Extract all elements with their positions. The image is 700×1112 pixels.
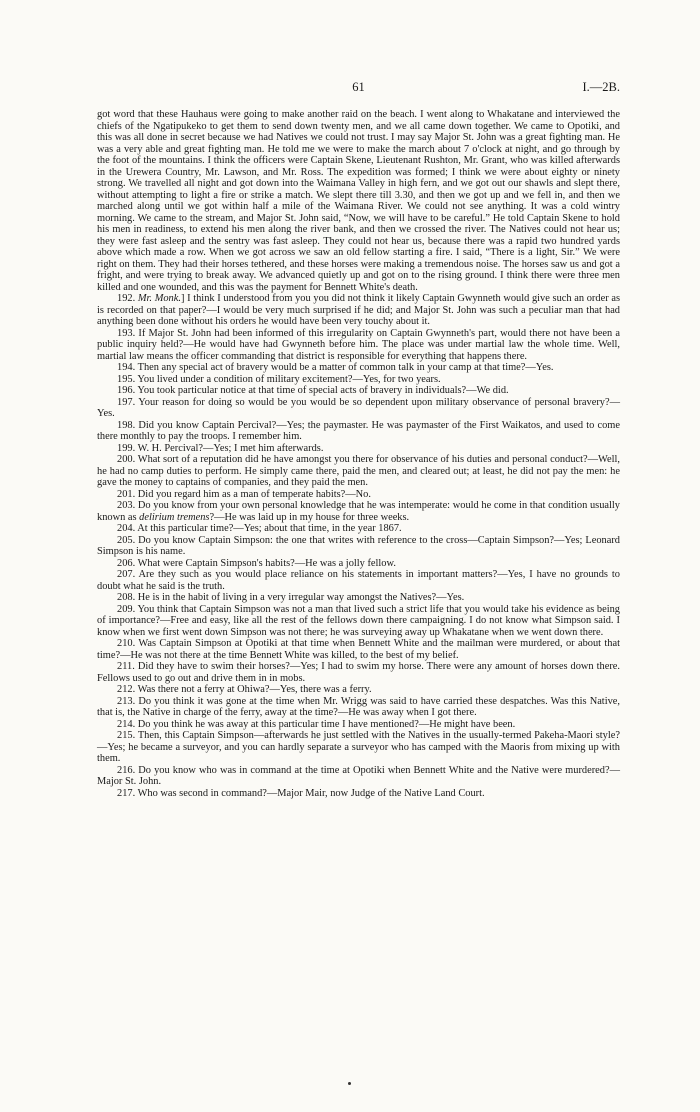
question-paragraph: [97, 719, 620, 731]
paragraph-text: You think that Captain Simpson was not a man that lived such a strict life that you would take his evidence as being of importance?—Free and easy, like all the rest of the fellows down there campaigning. I do not know what Simpson said. I know when we first went down Simpson was not there; he was surveying away up Whakatane when we went down there.: [97, 603, 620, 638]
question-paragraph: [97, 558, 620, 570]
page-mark: [348, 1082, 351, 1085]
paragraph-text: What were Captain Simpson's habits?—He was a jolly fellow.: [137, 557, 396, 569]
question-paragraph: [97, 500, 620, 523]
question-number: 212.: [117, 684, 136, 695]
body-text: [97, 109, 620, 799]
paragraph-text: You took particular notice at that time of special acts of bravery in individuals?—We did.: [137, 385, 509, 396]
paragraph-text: At this particular time?—Yes; about that time, in the year 1867.: [137, 523, 402, 534]
question-number: 204.: [117, 523, 136, 534]
italic-term: delirium tremens: [139, 511, 210, 523]
paragraph-text: Did you know Captain Percival?—Yes; the paymaster. He was paymaster of the First Waikatos, and used to come there monthly to pay the troops. I remember him.: [97, 419, 620, 442]
question-number: 201.: [117, 488, 136, 500]
question-number: 207.: [117, 569, 136, 580]
question-number: 206.: [117, 557, 136, 569]
question-paragraph: [97, 443, 620, 455]
document-reference: I.—2B.: [582, 80, 620, 94]
question-paragraph: [97, 788, 620, 800]
page-number: 61: [352, 80, 365, 94]
question-paragraph: [97, 535, 620, 558]
question-number: 198.: [117, 419, 136, 431]
paragraph-text: He is in the habit of living in a very irregular way amongst the Natives?—Yes.: [137, 592, 465, 603]
paragraph-text: Then any special act of bravery would be a matter of common talk in your camp at that time?—Yes.: [137, 362, 554, 373]
paragraph-text: Your reason for doing so would be you would be so dependent upon military observance of personal bravery?—Yes.: [97, 396, 620, 419]
paragraph-text: ] I think I understood from you you did not think it likely Captain Gwynneth would give such an order as is recorded on that paper?—I would be very much surprised if he did; and Major St. John was such a peculiar man that had anything been done without his orders he would have been very touchy about it.: [97, 293, 620, 327]
question-paragraph: [97, 328, 620, 363]
paragraph-text: Do you know from your own personal knowledge that he was intemperate: would he come in that condition usually known as: [97, 500, 621, 523]
question-number: 196.: [117, 385, 136, 396]
paragraph-text: If Major St. John had been informed of this irregularity on Captain Gwynneth's part, would there not have been a public inquiry held?—He would have had Gwynneth before him. The place was under martial law the whole time. Well, martial law means the officer commanding that district is responsible for everything that happens there.: [97, 327, 620, 362]
question-number: 216.: [117, 764, 136, 776]
page-header: [97, 80, 620, 94]
paragraph-text: Do you think he was away at this particular time I have mentioned?—He might have been.: [137, 718, 516, 730]
question-number: 217.: [117, 787, 136, 799]
question-number: 210.: [117, 638, 136, 649]
question-number: 195.: [117, 373, 136, 385]
question-number: 215.: [117, 730, 136, 741]
question-number: 214.: [117, 718, 136, 730]
paragraph-text: Did you regard him as a man of temperate habits?—No.: [137, 488, 371, 500]
question-paragraph: [97, 684, 620, 696]
question-number: 199.: [117, 442, 136, 454]
question-number: 192.: [117, 293, 136, 304]
question-number: 194.: [117, 362, 136, 373]
paragraph-text: got word that these Hauhaus were going to make another raid on the beach. I went along to Whakatane and interviewed the chiefs of the Ngatipukeko to get them to send down twenty men, and we all came down together. We came to Opotiki, and this was all done in secret because we had Natives we could not trust. I may say Major St. John was a great fighting man. He was a very able and great fighting man. He told me we were to make the march about 7 o'clock at night, and go through by the foot of the mountains. I think the officers were Captain Skene, Lieutenant Rushton, Mr. Grant, who was killed afterwards in the Urewera Country, Mr. Lawson, and Mr. Ross. The expedition was formed; I think we were about eighty or ninety strong. We travelled all night and got down into the Waimana Valley in high fern, and we got out our shawls and slept there, without attempting to light a fire or strike a match. We slept there till 3.30, and then we got up and we fell in, and then we marched along until we got within half a mile of the Waimana River. We could not see anything. It was a cold wintry morning. We came to the stream, and Major St. John said, “Now, we will have to be careful.” He told Captain Skene to hold his men in readiness, to extend his men along the river bank, and then we crossed the river. The Natives could not hear us; they were fast asleep and the sentry was fast asleep. They could not hear us, because there was a rapid two hundred yards above which made a row. When we got across we saw an old fellow starting a fire. I said, “There is a light, Sir.” We were right on them. They had their horses tethered, and these horses were making a tremendous noise. The horses saw us and got a fright, and were trying to break away. We advanced quietly up and got on to the rising ground. I think there were three men killed and one wounded, and this was the payment for Bennett White's death.: [97, 109, 620, 293]
paragraph-text: Do you know who was in command at the time at Opotiki when Bennett White and the Native were murdered?—Major St. John.: [97, 764, 620, 787]
paragraph-text: Then, this Captain Simpson—afterwards he just settled with the Natives in the usually-termed Pakeha-Maori style?—Yes; he became a surveyor, and you can hardly separate a surveyor who has camped with the Maoris from mixing up with them.: [97, 730, 620, 764]
question-number: 205.: [117, 534, 136, 546]
paragraph-text-continued: ?—He was laid up in my house for three weeks.: [209, 511, 410, 523]
question-number: 197.: [117, 396, 136, 408]
question-paragraph: [97, 293, 620, 328]
question-number: 211.: [117, 661, 135, 672]
question-paragraph: [97, 362, 620, 374]
paragraph-text: Who was second in command?—Major Mair, now Judge of the Native Land Court.: [137, 787, 485, 799]
question-number: 209.: [117, 603, 136, 615]
question-paragraph: [97, 397, 620, 420]
question-paragraph: [97, 592, 620, 604]
paragraph-text: Did they have to swim their horses?—Yes; I had to swim my horse. There were any amount of horses down there. Fellows used to go out and drive them in in mobs.: [97, 661, 620, 684]
question-number: 203.: [117, 500, 136, 511]
question-paragraph: [97, 730, 620, 765]
speaker-name: Mr. Monk.: [137, 293, 181, 304]
paragraph-text: Do you know Captain Simpson: the one that writes with reference to the cross—Captain Simpson?—Yes; Leonard Simpson is his name.: [97, 534, 620, 557]
question-number: 208.: [117, 592, 136, 603]
question-paragraph: [97, 385, 620, 397]
question-paragraph: [97, 661, 620, 684]
question-number: 213.: [117, 695, 136, 707]
paragraph-text: Was there not a ferry at Ohiwa?—Yes, there was a ferry.: [137, 684, 372, 695]
question-paragraph: [97, 374, 620, 386]
question-paragraph: [97, 489, 620, 501]
paragraph: [97, 109, 620, 293]
question-paragraph: [97, 765, 620, 788]
question-paragraph: [97, 638, 620, 661]
paragraph-text: Are they such as you would place reliance on his statements in important matters?—Yes, I have no grounds to doubt what he said is the truth.: [97, 569, 620, 592]
question-number: 200.: [117, 454, 136, 465]
question-paragraph: [97, 523, 620, 535]
paragraph-text: What sort of a reputation did he have amongst you there for observance of his duties and personal conduct?—Well, he had no camp duties to perform. He simply came there, paid the men, and cleared out; at least, he did not pay the men: he gave the money to captains of companies, and they paid the men.: [97, 454, 620, 488]
question-paragraph: [97, 696, 620, 719]
paragraph-text: You lived under a condition of military excitement?—Yes, for two years.: [137, 373, 441, 385]
question-number: 193.: [117, 327, 136, 339]
question-paragraph: [97, 604, 620, 639]
paragraph-text: Was Captain Simpson at Opotiki at that time when Bennett White and the mailman were murdered, or about that time?—He was not there at the time Bennett White was killed, to the best of my belief.: [97, 638, 620, 661]
paragraph-text: Do you think it was gone at the time when Mr. Wrigg was said to have carried these despatches. Was this Native, that is, the Native in charge of the ferry, away at the time?—He was away when I got there.: [97, 695, 620, 718]
question-paragraph: [97, 420, 620, 443]
question-paragraph: [97, 454, 620, 489]
question-paragraph: [97, 569, 620, 592]
paragraph-text: W. H. Percival?—Yes; I met him afterwards.: [137, 442, 324, 454]
